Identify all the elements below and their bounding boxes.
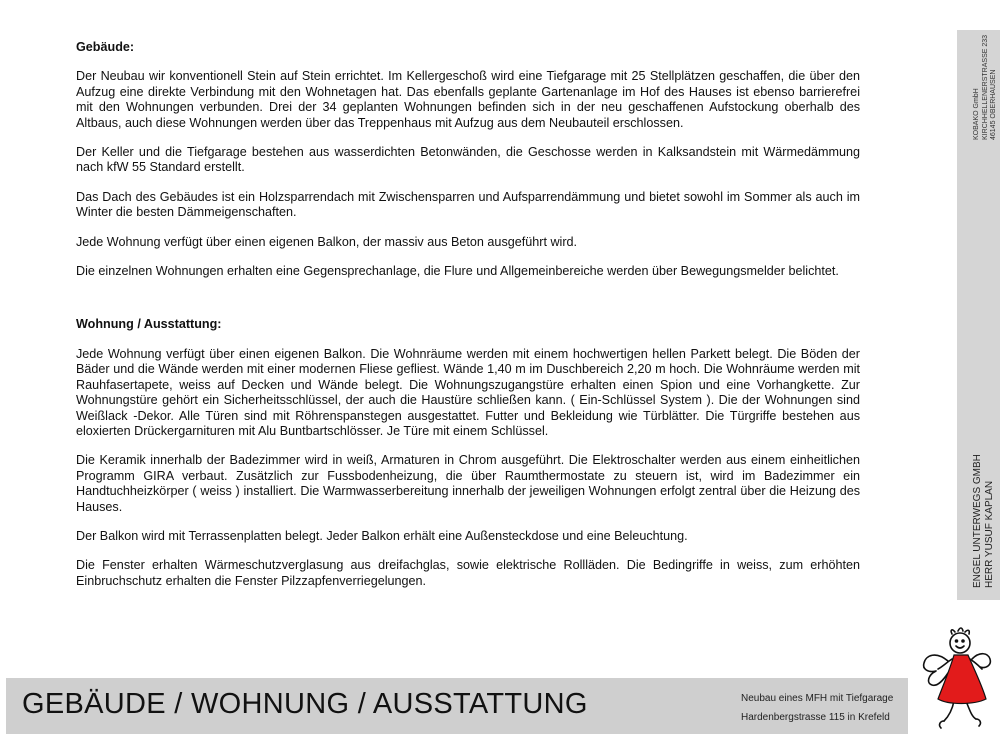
building-paragraph: Das Dach des Gebäudes ist ein Holzsparrendach mit Zwischensparren und Aufsparrendämmung und bietet sowohl im Sommer als auch im Winter die besten Dämmeigenschaften. bbox=[76, 189, 860, 220]
footer-address: Hardenbergstrasse 115 in Krefeld bbox=[741, 712, 890, 723]
section-heading-building: Gebäude: bbox=[76, 40, 135, 54]
building-paragraph: Jede Wohnung verfügt über einen eigenen Balkon, der massiv aus Beton ausgeführt wird. bbox=[76, 234, 578, 249]
company-name: KOBAKO GmbH bbox=[973, 88, 980, 140]
footer-subtitle bbox=[741, 689, 893, 727]
building-paragraph: Der Neubau wir konventionell Stein auf Stein errichtet. Im Kellergeschoß wird eine Tiefgarage mit 25 Stellplätzen geschaffen, die über den Aufzug eine direkte Verbindung mit den Wohnetagen hat. Das ebenfalls geplante Gartenanlage im Hof des Hauses ist ebenso barrierefrei mit den Wohnungen verbunden. Drei der 34 geplanten Wohnungen befinden sich in der neu geschaffenen Aufstockung oberhalb des Altbaus, auch diese Wohnungen werden über das Treppenhaus mit Aufzug aus dem Neubauteil erschlossen. bbox=[76, 69, 860, 130]
apartment-paragraph: Der Balkon wird mit Terrassenplatten belegt. Jeder Balkon erhält eine Außensteckdose und eine Beleuchtung. bbox=[76, 528, 688, 543]
section-heading-apartment: Wohnung / Ausstattung: bbox=[76, 317, 222, 332]
angel-logo-icon bbox=[918, 625, 998, 735]
footer-title: GEBÄUDE / WOHNUNG / AUSSTATTUNG bbox=[22, 688, 588, 720]
building-paragraph: Der Keller und die Tiefgarage bestehen aus wasserdichten Betonwänden, die Geschosse werden in Kalksandstein mit Wärmedämmung nach kfW 55 Standard erstellt. bbox=[76, 145, 860, 175]
apartment-paragraph: Jede Wohnung verfügt über einen eigenen Balkon. Die Wohnräume werden mit einem hochwertigen hellen Parkett belegt. Die Böden der Bäder und die Wände werden mit einer modernen Fliese gefliest. Wände 1,40 m im Duschbereich 2,20 m hoch. Die Wohnräume werden mit Rauhfasertapete, weiss auf Decken und Wände belegt. Die Wohnungszugangstüre erhalten einen Spion und eine Vorhangkette. Zur Wohnungstüre gehört ein Sicherheitsschlüssel, der auch die Haustüre schließen kann. ( Ein-Schlüssel System ). Die der Wohnungen sind Weißlack -Dekor. Alle Türen sind mit Röhrenspanstegen ausgestattet. Futter und Bekleidung wie Türblätter. Die Türgriffe bestehen aus eloxierten Drückergarnituren mit Alu Buntbartschlösser. Je Türe mit einem Schlüssel. bbox=[76, 346, 860, 438]
company-city: 46145 OBERHAUSEN bbox=[990, 69, 998, 140]
apartment-paragraph: Die Keramik innerhalb der Badezimmer wird in weiß, Armaturen in Chrom ausgeführt. Die Elektroschalter werden aus einem einheitlichen Programm GIRA verbaut. Zusätzlich zur Fussbodenheizung, die über Raumthermostate zu steuern ist, wird im Badezimmer ein Handtuchheizkörper ( weiss ) installiert. Die Warmwasserbereitung innerhalb der jeweiligen Wohnungen erfolgt zentral über die Heizung des Hauses. bbox=[76, 453, 860, 514]
company-street: KIRCHHELLENERSTRASSE 233 bbox=[981, 34, 989, 140]
footer-project: Neubau eines MFH mit Tiefgarage bbox=[741, 693, 894, 704]
main-content bbox=[76, 40, 860, 589]
agent-person: HERR YUSUF KAPLAN bbox=[983, 480, 995, 588]
apartment-paragraph: Die Fenster erhalten Wärmeschutzverglasung aus dreifachglas, sowie elektrische Rollläden. Die Bedingriffe in weiss, zum erhöhten Einbruchschutz erhalten die Fenster Pilzzapfenverriegelungen. bbox=[76, 558, 860, 588]
agent-company: ENGEL UNTERWEGS GMBH bbox=[972, 454, 983, 588]
building-paragraph: Die einzelnen Wohnungen erhalten eine Gegensprechanlage, die Flure und Allgemeinbereiche werden über Bewegungsmelder belichtet. bbox=[76, 264, 839, 279]
